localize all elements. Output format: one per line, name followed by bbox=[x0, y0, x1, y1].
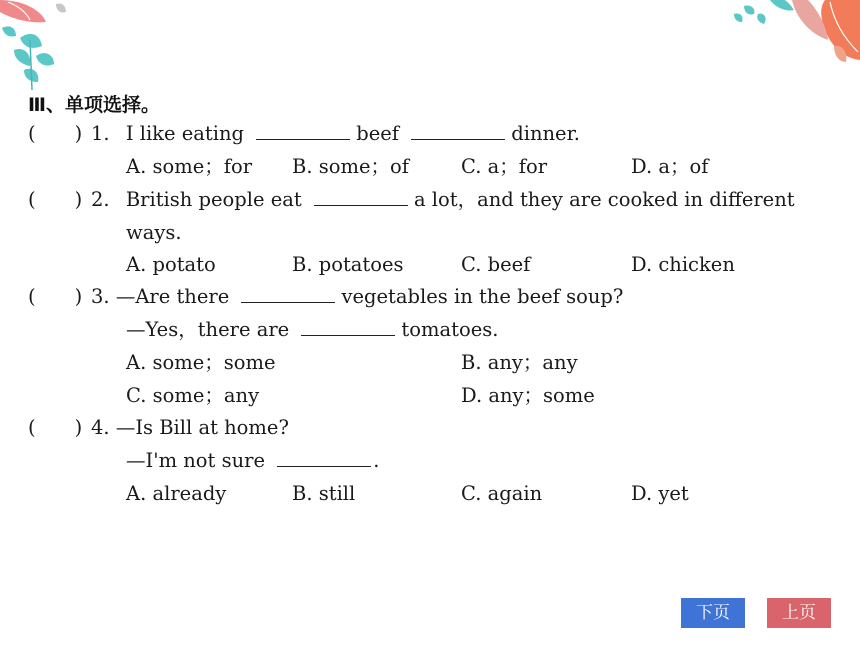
stem-text: I like eating bbox=[125, 122, 245, 145]
stem-text: . bbox=[373, 449, 380, 472]
section-title: Ⅲ、单项选择。 bbox=[28, 94, 160, 116]
option-d: D. yet bbox=[631, 482, 689, 505]
answer-paren: ( ) bbox=[28, 188, 83, 211]
leaf-decoration-top-right-icon bbox=[730, 0, 860, 75]
answer-blank bbox=[301, 317, 395, 336]
answer-blank bbox=[277, 448, 371, 467]
question-number: 4. bbox=[91, 416, 110, 439]
question-stem bbox=[91, 121, 580, 147]
stem-text: —Is Bill at home? bbox=[115, 416, 289, 439]
option-b: B. still bbox=[292, 482, 356, 505]
option-a: A. some；for bbox=[126, 155, 253, 178]
answer-paren: ( ) bbox=[28, 122, 83, 145]
leaf-decoration-top-left-icon bbox=[0, 0, 80, 95]
stem-continuation: ways. bbox=[126, 221, 182, 244]
question-line-2 bbox=[126, 317, 498, 343]
answer-blank bbox=[411, 121, 505, 140]
previous-page-button[interactable]: 上页 bbox=[767, 598, 831, 628]
option-d: D. any；some bbox=[461, 384, 595, 407]
stem-text: —Yes，there are bbox=[126, 318, 290, 341]
answer-blank bbox=[256, 121, 350, 140]
stem-text: a lot，and they are cooked in different bbox=[413, 188, 795, 211]
answer-paren: ( ) bbox=[28, 416, 83, 439]
option-d: D. chicken bbox=[631, 253, 735, 276]
stem-text: beef bbox=[356, 122, 400, 145]
question-number: 1. bbox=[91, 122, 110, 145]
question-stem bbox=[91, 284, 623, 310]
question-number: 2. bbox=[91, 188, 110, 211]
stem-text: British people eat bbox=[125, 188, 302, 211]
answer-paren: ( ) bbox=[28, 285, 83, 308]
option-c: C. again bbox=[461, 482, 543, 505]
option-b: B. potatoes bbox=[292, 253, 404, 276]
question-stem bbox=[91, 415, 289, 441]
option-c: C. some；any bbox=[126, 384, 260, 407]
option-d: D. a；of bbox=[631, 155, 709, 178]
stem-text: —Are there bbox=[115, 285, 230, 308]
stem-text: vegetables in the beef soup? bbox=[341, 285, 624, 308]
stem-text: tomatoes. bbox=[401, 318, 499, 341]
next-page-button[interactable]: 下页 bbox=[681, 598, 745, 628]
stem-text: —I'm not sure bbox=[126, 449, 266, 472]
stem-text: dinner. bbox=[511, 122, 580, 145]
option-c: C. a；for bbox=[461, 155, 548, 178]
option-a: A. some；some bbox=[126, 351, 276, 374]
option-a: A. already bbox=[126, 482, 227, 505]
question-line-2 bbox=[126, 448, 379, 474]
option-b: B. any；any bbox=[461, 351, 578, 374]
question-stem bbox=[91, 187, 795, 213]
option-a: A. potato bbox=[126, 253, 216, 276]
option-c: C. beef bbox=[461, 253, 531, 276]
answer-blank bbox=[241, 284, 335, 303]
answer-blank bbox=[314, 187, 408, 206]
question-number: 3. bbox=[91, 285, 110, 308]
option-b: B. some；of bbox=[292, 155, 409, 178]
